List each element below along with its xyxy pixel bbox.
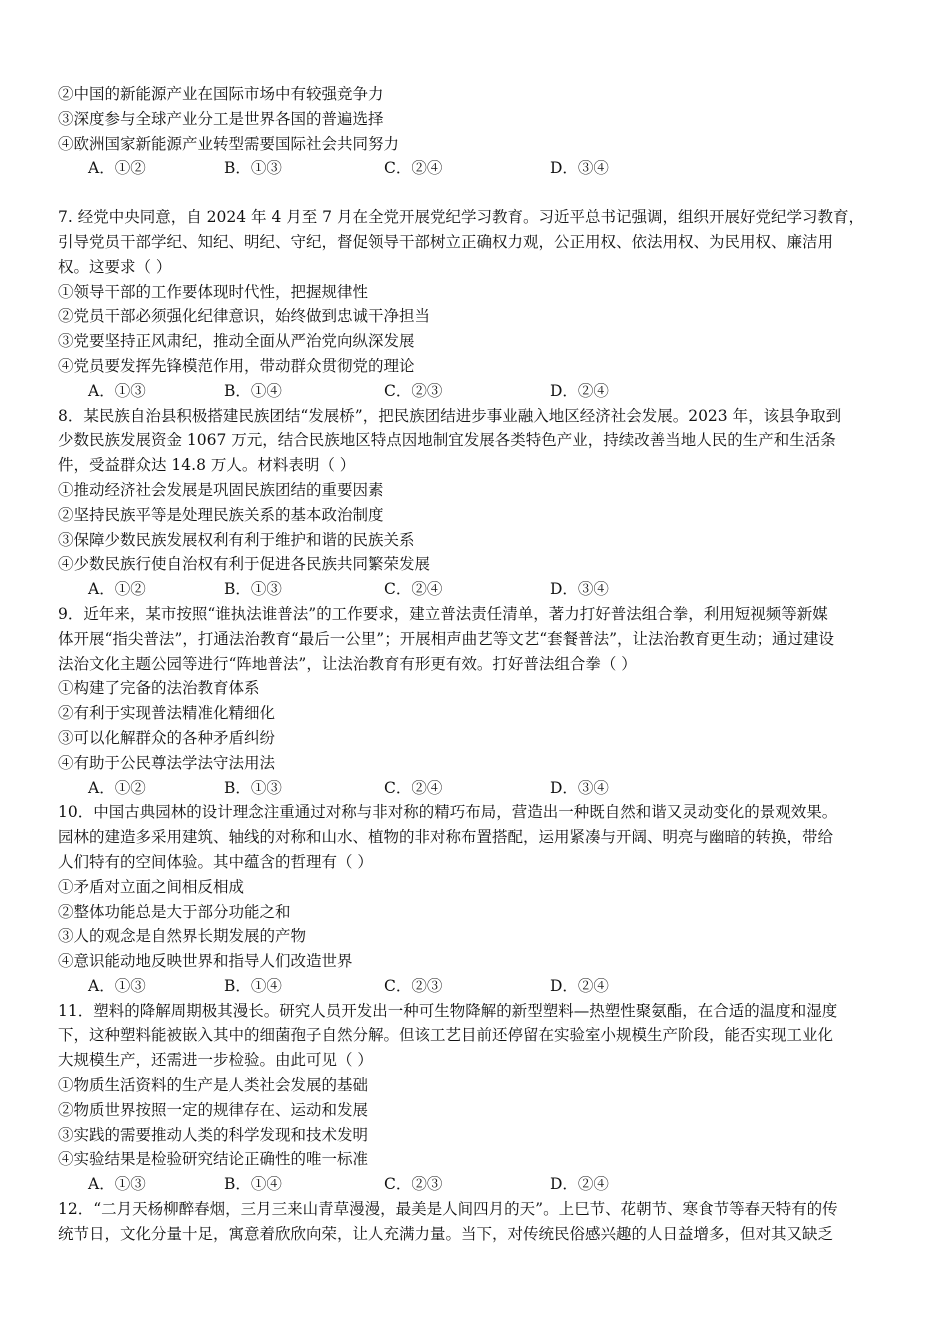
option-b[interactable]: B．①④: [224, 1175, 282, 1194]
option-a[interactable]: A．①③: [88, 976, 146, 995]
statement: ②有利于实现普法精准化精细化: [58, 704, 276, 723]
option-c[interactable]: C．②④: [384, 778, 443, 797]
option-a[interactable]: A．①②: [88, 159, 146, 178]
question-stem: 件，受益群众达 14.8 万人。材料表明（ ）: [58, 456, 356, 475]
option-d[interactable]: D．③④: [550, 159, 609, 178]
option-a[interactable]: A．①③: [88, 1175, 146, 1194]
question-6-tail: [58, 82, 898, 181]
question-stem: 8．某民族自治县积极搭建民族团结“发展桥”，把民族团结进步事业融入地区经济社会发展。2023 年，该县争取到: [58, 406, 842, 425]
option-c[interactable]: C．②③: [384, 1175, 443, 1194]
statement: ③人的观念是自然界长期发展的产物: [58, 927, 307, 946]
question-stem: 引导党员干部学纪、知纪、明纪、守纪，督促领导干部树立正确权力观，公正用权、依法用权、为民用权、廉洁用: [58, 232, 834, 251]
option-c[interactable]: C．②④: [384, 159, 443, 178]
question-11: [58, 999, 898, 1197]
statement: ②党员干部必须强化纪律意识，始终做到忠诚干净担当: [58, 307, 431, 326]
statement: ④党员要发挥先锋模范作用，带动群众贯彻党的理论: [58, 356, 415, 375]
question-stem: 少数民族发展资金 1067 万元，结合民族地区特点因地制宜发展各类特色产业，持续改善当地人民的生产和生活条: [58, 431, 836, 450]
option-c[interactable]: C．②④: [384, 580, 443, 599]
option-a[interactable]: A．①②: [88, 778, 146, 797]
statement: ③实践的需要推动人类的科学发现和技术发明: [58, 1125, 369, 1144]
question-9: [58, 602, 898, 800]
answer-options: [58, 1172, 898, 1197]
answer-options: [58, 974, 898, 999]
option-b[interactable]: B．①③: [224, 778, 282, 797]
question-stem: 12．“二月天杨柳醉春烟，三月三来山青草漫漫，最美是人间四月的天”。上巳节、花朝节、寒食节等春天特有的传: [58, 1200, 838, 1219]
answer-options: [58, 156, 898, 181]
statement: ①物质生活资料的生产是人类社会发展的基础: [58, 1076, 369, 1095]
statement: ②中国的新能源产业在国际市场中有较强竞争力: [58, 85, 384, 103]
question-stem: 10．中国古典园林的设计理念注重通过对称与非对称的精巧布局，营造出一种既自然和谐又灵动变化的景观效果。: [58, 803, 838, 822]
statement: ④实验结果是检验研究结论正确性的唯一标准: [58, 1150, 369, 1169]
question-12: [58, 1197, 898, 1247]
option-d[interactable]: D．②④: [550, 381, 609, 400]
option-c[interactable]: C．②③: [384, 976, 443, 995]
statement: ④少数民族行使自治权有利于促进各民族共同繁荣发展: [58, 555, 431, 574]
question-stem: 下，这种塑料能被嵌入其中的细菌孢子自然分解。但该工艺目前还停留在实验室小规模生产阶段，能否实现工业化: [58, 1026, 834, 1045]
option-b[interactable]: B．①④: [224, 381, 282, 400]
question-stem: 体开展“指尖普法”，打通法治教育“最后一公里”；开展相声曲艺等文艺“套餐普法”，让法治教育更生动；通过建设: [58, 629, 835, 648]
question-stem: 11．塑料的降解周期极其漫长。研究人员开发出一种可生物降解的新型塑料—热塑性聚氨酯，在合适的温度和湿度: [58, 1001, 838, 1020]
option-b[interactable]: B．①④: [224, 976, 282, 995]
question-stem: 权。这要求（ ）: [58, 257, 172, 276]
option-b[interactable]: B．①③: [224, 580, 282, 599]
question-stem: 大规模生产，还需进一步检验。由此可见（ ）: [58, 1051, 373, 1070]
option-a[interactable]: A．①③: [88, 381, 146, 400]
question-stem: 法治文化主题公园等进行“阵地普法”，让法治教育有形更有效。打好普法组合拳（ ）: [58, 654, 637, 673]
question-10: [58, 800, 898, 998]
statement: ④有助于公民尊法学法守法用法: [58, 753, 276, 772]
statement: ④意识能动地反映世界和指导人们改造世界: [58, 952, 353, 971]
option-d[interactable]: D．③④: [550, 778, 609, 797]
statement: ①领导干部的工作要体现时代性，把握规律性: [58, 282, 369, 301]
question-stem: 园林的建造多采用建筑、轴线的对称和山水、植物的非对称布置搭配，运用紧凑与开阔、明亮与幽暗的转换，带给: [58, 828, 834, 847]
statement: ③可以化解群众的各种矛盾纠纷: [58, 728, 276, 747]
statement: ①推动经济社会发展是巩固民族团结的重要因素: [58, 480, 384, 499]
statement: ②坚持民族平等是处理民族关系的基本政治制度: [58, 505, 384, 524]
exam-page: [58, 82, 898, 1247]
question-stem: 9．近年来，某市按照“谁执法谁普法”的工作要求，建立普法责任清单，著力打好普法组合拳，利用短视频等新媒: [58, 604, 828, 623]
option-a[interactable]: A．①②: [88, 580, 146, 599]
answer-options: [58, 776, 898, 801]
option-d[interactable]: D．②④: [550, 976, 609, 995]
spacer: [58, 181, 898, 205]
statement: ③党要坚持正风肃纪，推动全面从严治党向纵深发展: [58, 332, 415, 351]
question-stem: 人们特有的空间体验。其中蕴含的哲理有（ ）: [58, 852, 373, 871]
option-d[interactable]: D．②④: [550, 1175, 609, 1194]
option-d[interactable]: D．③④: [550, 580, 609, 599]
question-stem: 7. 经党中央同意，自 2024 年 4 月至 7 月在全党开展党纪学习教育。习近平总书记强调，组织开展好党纪学习教育，: [58, 208, 864, 227]
statement: ①矛盾对立面之间相反相成: [58, 877, 245, 896]
question-7: [58, 205, 898, 403]
question-stem: 统节日，文化分量十足，寓意着欣欣向荣，让人充满力量。当下，对传统民俗感兴趣的人日益增多，但对其又缺乏: [58, 1224, 834, 1243]
option-c[interactable]: C．②③: [384, 381, 443, 400]
statement: ①构建了完备的法治教育体系: [58, 679, 260, 698]
statement: ③深度参与全球产业分工是世界各国的普遍选择: [58, 109, 384, 128]
statement: ②物质世界按照一定的规律存在、运动和发展: [58, 1100, 369, 1119]
question-8: [58, 404, 898, 602]
answer-options: [58, 379, 898, 404]
option-b[interactable]: B．①③: [224, 159, 282, 178]
answer-options: [58, 577, 898, 602]
statement: ④欧洲国家新能源产业转型需要国际社会共同努力: [58, 134, 400, 153]
statement: ②整体功能总是大于部分功能之和: [58, 902, 291, 921]
statement: ③保障少数民族发展权利有利于维护和谐的民族关系: [58, 530, 415, 549]
